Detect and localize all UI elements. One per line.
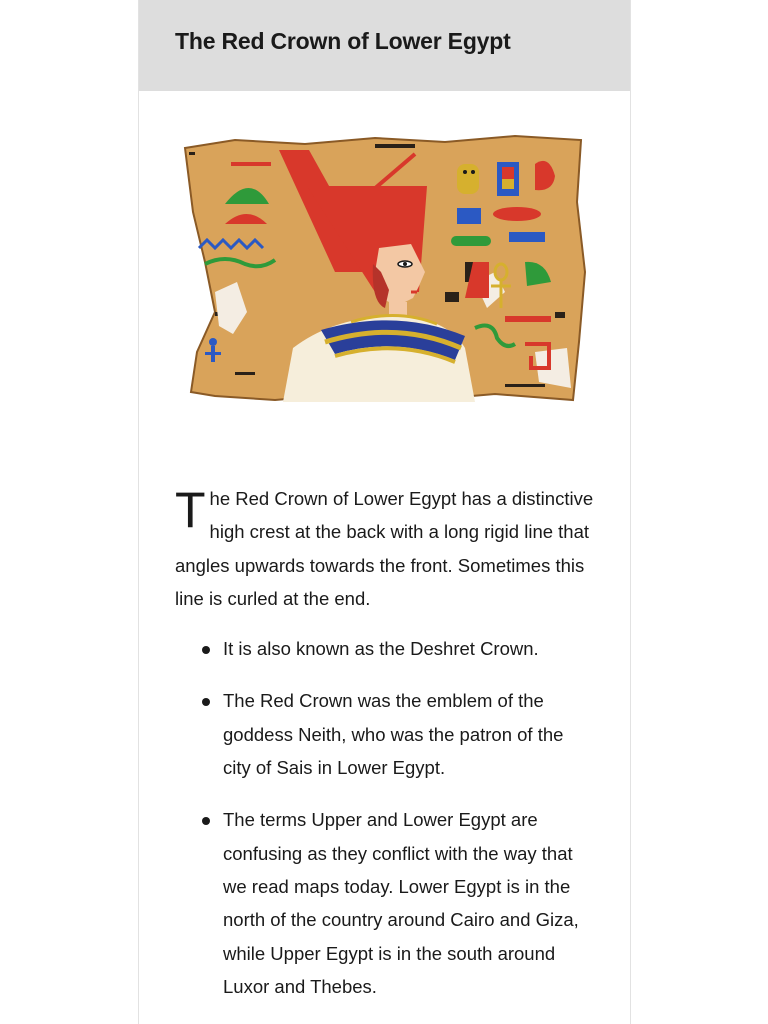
article-body: [175, 482, 595, 1022]
red-crown-illustration: [175, 112, 591, 414]
list-item: The terms Upper and Lower Egypt are confusing as they conflict with the way that we read maps today. Lower Egypt is in the north of the country around Cairo and Giza, while Upper Egypt is in the south around Luxor and Thebes.: [223, 803, 595, 1003]
list-item: It is also known as the Deshret Crown.: [223, 632, 595, 665]
intro-text: he Red Crown of Lower Egypt has a distinctive high crest at the back with a long rigid line that angles upwards towards the front. Sometimes this line is curled at the end.: [175, 488, 594, 609]
owl-glyph-icon: [457, 164, 479, 194]
drop-cap: T: [175, 482, 206, 538]
facts-list: [175, 632, 595, 1003]
intro-paragraph: [175, 482, 595, 615]
list-item: The Red Crown was the emblem of the goddess Neith, who was the patron of the city of Sais in Lower Egypt.: [223, 684, 595, 784]
page-title: The Red Crown of Lower Egypt: [175, 28, 511, 54]
article-page: [138, 0, 631, 1024]
page-header: [139, 0, 630, 91]
